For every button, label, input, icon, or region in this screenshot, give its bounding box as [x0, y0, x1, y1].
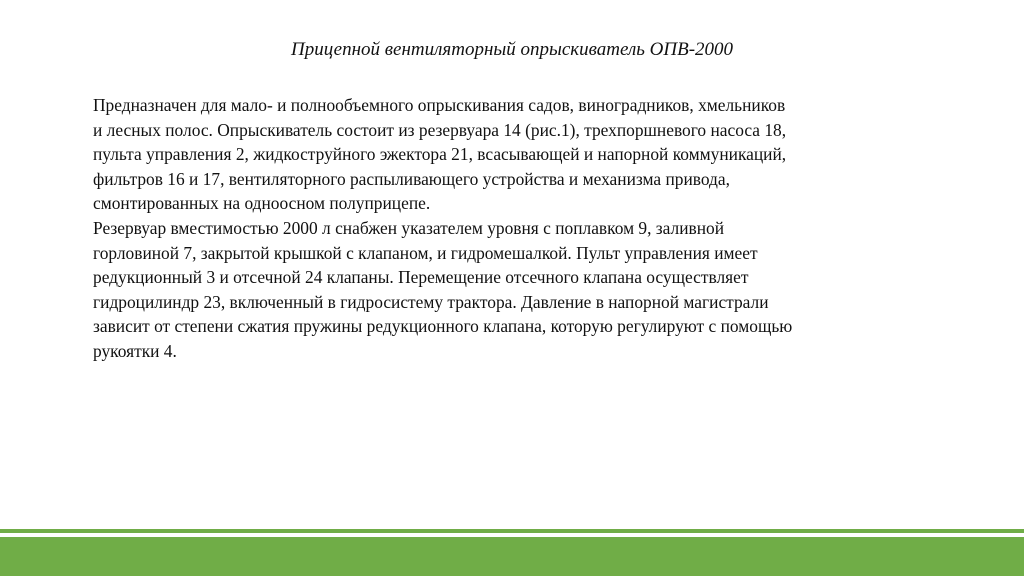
body-line: и лесных полос. Опрыскиватель состоит из резервуара 14 (рис.1), трехпоршневого насоса 18, — [93, 119, 787, 140]
slide-title: Прицепной вентиляторный опрыскиватель ОПВ-2000 — [290, 39, 734, 60]
body-line: пульта управления 2, жидкоструйного эжектора 21, всасывающей и напорной коммуникаций, — [93, 144, 787, 165]
body-line: зависит от степени сжатия пружины редукционного клапана, которую регулируют с помощью — [93, 316, 793, 337]
body-line: рукоятки 4. — [93, 340, 177, 361]
accent-bar-thin — [0, 529, 1024, 533]
body-line: смонтированных на одноосном полуприцепе. — [93, 193, 431, 214]
body-line: горловиной 7, закрытой крышкой с клапаном, и гидромешалкой. Пульт управления имеет — [93, 242, 758, 263]
body-line: гидроцилиндр 23, включенный в гидросистему трактора. Давление в напорной магистрали — [93, 291, 769, 312]
slide-body — [93, 93, 963, 364]
body-line: редукционный 3 и отсечной 24 клапаны. Перемещение отсечного клапана осуществляет — [93, 267, 749, 288]
accent-bar-thick — [0, 537, 1024, 576]
body-line: Резервуар вместимостью 2000 л снабжен указателем уровня с поплавком 9, заливной — [93, 217, 725, 238]
body-line: фильтров 16 и 17, вентиляторного распыливающего устройства и механизма привода, — [93, 168, 730, 189]
body-line: Предназначен для мало- и полнообъемного опрыскивания садов, виноградников, хмельников — [93, 95, 786, 115]
